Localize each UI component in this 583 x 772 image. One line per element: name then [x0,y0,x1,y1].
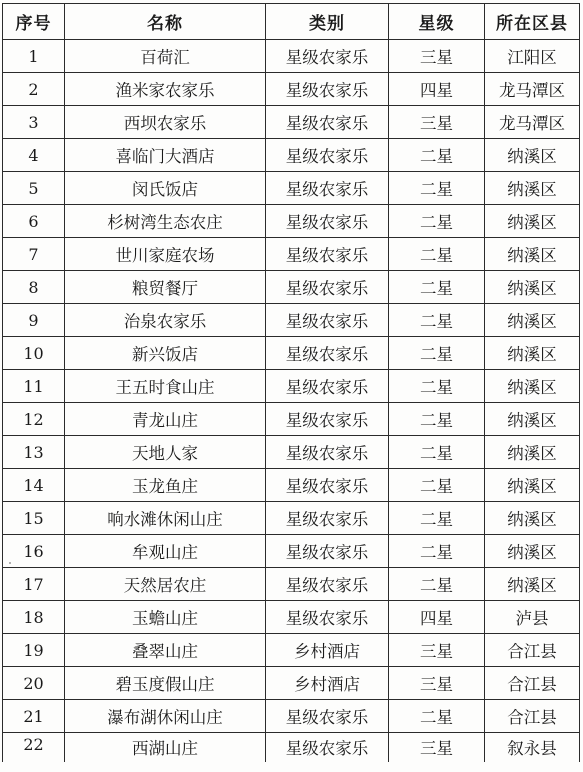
cell-name: 喜临门大酒店 [65,139,266,172]
cell-index: 7 [3,238,65,271]
cell-category: 星级农家乐 [266,568,389,601]
cell-rating: 三星 [389,40,485,73]
cell-rating: 二星 [389,337,485,370]
cell-category: 星级农家乐 [266,403,389,436]
cell-category: 星级农家乐 [266,502,389,535]
cell-rating: 二星 [389,403,485,436]
cell-index: 5 [3,172,65,205]
rural-tourism-table [2,3,580,762]
cell-name: 玉蟾山庄 [65,601,266,634]
cell-rating: 二星 [389,535,485,568]
table-row [3,436,580,469]
cell-name: 新兴饭店 [65,337,266,370]
cell-rating: 三星 [389,667,485,700]
cell-name: 百荷汇 [65,40,266,73]
cell-index: 2 [3,73,65,106]
cell-rating: 二星 [389,304,485,337]
cell-district: 纳溪区 [485,370,580,403]
cell-name: 闵氏饭店 [65,172,266,205]
cell-index: 12 [3,403,65,436]
cell-index: 3 [3,106,65,139]
cell-rating: 二星 [389,271,485,304]
cell-name: 西坝农家乐 [65,106,266,139]
cell-name: 世川家庭农场 [65,238,266,271]
table-row [3,601,580,634]
cell-category: 星级农家乐 [266,535,389,568]
cell-district: 纳溪区 [485,304,580,337]
cell-rating: 二星 [389,139,485,172]
cell-category: 乡村酒店 [266,634,389,667]
header-name: 名称 [65,4,266,40]
cell-category: 星级农家乐 [266,370,389,403]
cell-district: 合江县 [485,634,580,667]
cell-category: 乡村酒店 [266,667,389,700]
cell-index: 1 [3,40,65,73]
cell-rating: 四星 [389,601,485,634]
cell-category: 星级农家乐 [266,733,389,763]
cell-name: 王五时食山庄 [65,370,266,403]
table-row [3,634,580,667]
cell-name: 玉龙鱼庄 [65,469,266,502]
cell-category: 星级农家乐 [266,205,389,238]
cell-index: 4 [3,139,65,172]
cell-category: 星级农家乐 [266,73,389,106]
cell-category: 星级农家乐 [266,337,389,370]
cell-district: 合江县 [485,700,580,733]
cell-rating: 二星 [389,436,485,469]
table-row [3,172,580,205]
cell-index: 16 [3,535,65,568]
cell-category: 星级农家乐 [266,601,389,634]
cell-index: 8 [3,271,65,304]
cell-category: 星级农家乐 [266,238,389,271]
cell-rating: 二星 [389,370,485,403]
table-row [3,469,580,502]
cell-index: 9 [3,304,65,337]
cell-district: 纳溪区 [485,238,580,271]
cell-category: 星级农家乐 [266,436,389,469]
cell-index: 10 [3,337,65,370]
cell-rating: 二星 [389,568,485,601]
cell-rating: 四星 [389,73,485,106]
cell-category: 星级农家乐 [266,106,389,139]
cell-district: 纳溪区 [485,337,580,370]
cell-district: 江阳区 [485,40,580,73]
cell-district: 合江县 [485,667,580,700]
table-body [3,40,580,763]
cell-district: 纳溪区 [485,535,580,568]
cell-name: 渔米家农家乐 [65,73,266,106]
cell-name: 青龙山庄 [65,403,266,436]
table-row [3,535,580,568]
table-row [3,403,580,436]
table-row [3,238,580,271]
cell-index: 21 [3,700,65,733]
header-district: 所在区县 [485,4,580,40]
cell-name: 叠翠山庄 [65,634,266,667]
table-row [3,700,580,733]
table-row [3,205,580,238]
cell-name: 天然居农庄 [65,568,266,601]
cell-category: 星级农家乐 [266,271,389,304]
cell-rating: 二星 [389,238,485,271]
table-row [3,337,580,370]
table-header [3,4,580,40]
cell-rating: 二星 [389,502,485,535]
cell-district: 纳溪区 [485,205,580,238]
cell-rating: 三星 [389,733,485,763]
cell-district: 纳溪区 [485,469,580,502]
header-rating: 星级 [389,4,485,40]
table-row [3,304,580,337]
cell-district: 纳溪区 [485,502,580,535]
cell-name: 瀑布湖休闲山庄 [65,700,266,733]
cell-district: 泸县 [485,601,580,634]
cell-category: 星级农家乐 [266,700,389,733]
table-row [3,667,580,700]
cell-district: 叙永县 [485,733,580,763]
cell-district: 龙马潭区 [485,106,580,139]
table-row [3,568,580,601]
cell-name: 响水滩休闲山庄 [65,502,266,535]
table-row [3,271,580,304]
table-row [3,73,580,106]
cell-name: 杉树湾生态农庄 [65,205,266,238]
cell-index: 15 [3,502,65,535]
cell-district: 纳溪区 [485,172,580,205]
cell-category: 星级农家乐 [266,304,389,337]
table-row [3,40,580,73]
cell-index: 11 [3,370,65,403]
cell-index: 13 [3,436,65,469]
cell-index: 14 [3,469,65,502]
cell-district: 纳溪区 [485,271,580,304]
cell-name: 西湖山庄 [65,733,266,763]
table-row [3,502,580,535]
cell-index: 20 [3,667,65,700]
table-row [3,139,580,172]
cell-name: 牟观山庄 [65,535,266,568]
header-row [3,4,580,40]
cell-category: 星级农家乐 [266,469,389,502]
cell-category: 星级农家乐 [266,172,389,205]
cell-index: 19 [3,634,65,667]
header-category: 类别 [266,4,389,40]
cell-index: 22 [3,733,65,763]
cell-district: 纳溪区 [485,403,580,436]
scan-speck [9,562,11,564]
cell-category: 星级农家乐 [266,40,389,73]
cell-index: 17 [3,568,65,601]
cell-district: 纳溪区 [485,568,580,601]
cell-rating: 三星 [389,106,485,139]
cell-name: 天地人家 [65,436,266,469]
cell-rating: 二星 [389,205,485,238]
table-row [3,370,580,403]
cell-index: 18 [3,601,65,634]
cell-district: 纳溪区 [485,436,580,469]
cell-name: 碧玉度假山庄 [65,667,266,700]
cell-index: 6 [3,205,65,238]
cell-rating: 三星 [389,634,485,667]
header-index: 序号 [3,4,65,40]
cell-district: 纳溪区 [485,139,580,172]
cell-category: 星级农家乐 [266,139,389,172]
cell-rating: 二星 [389,469,485,502]
cell-rating: 二星 [389,700,485,733]
table-row [3,733,580,763]
cell-name: 治泉农家乐 [65,304,266,337]
cell-name: 粮贸餐厅 [65,271,266,304]
cell-district: 龙马潭区 [485,73,580,106]
table-row [3,106,580,139]
cell-rating: 二星 [389,172,485,205]
